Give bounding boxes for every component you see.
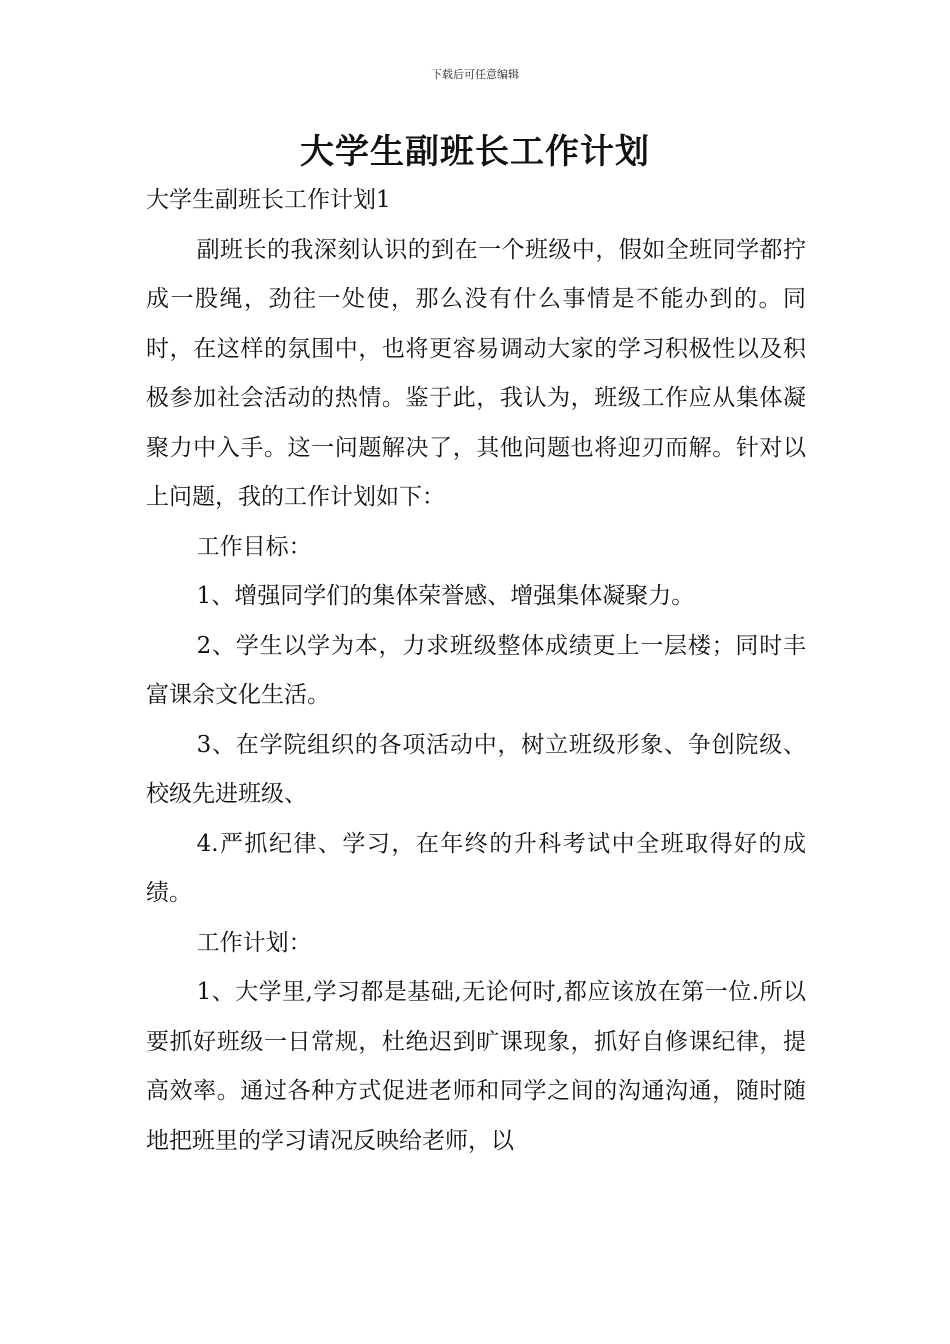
header-note: 下载后可任意编辑 [431, 68, 519, 81]
paragraph-intro: 副班长的我深刻认识的到在一个班级中，假如全班同学都拧成一股绳，劲往一处使，那么没有什么事情是不能办到的。同时，在这样的氛围中，也将更容易调动大家的学习积极性以及积极参加社会活动的热情。鉴于此，我认为，班级工作应从集体凝聚力中入手。这一问题解决了，其他问题也将迎刃而解。针对以上问题，我的工作计划如下： [146, 236, 806, 510]
goal-item-2: 2、学生以学为本，力求班级整体成绩更上一层楼；同时丰富课余文化生活。 [146, 632, 806, 708]
heading-work-plan: 工作计划： [196, 929, 312, 956]
plan-item-1: 1、大学里,学习都是基础,无论何时,都应该放在第一位.所以要抓好班级一日常规，杜绝迟到旷课现象，抓好自修课纪律，提高效率。通过各种方式促进老师和同学之间的沟通沟通，随时随地把班里的学习请况反映给老师，以 [146, 979, 806, 1154]
heading-work-goals: 工作目标： [196, 533, 312, 560]
document-title: 大学生副班长工作计划 [300, 132, 650, 172]
goal-item-4: 4.严抓纪律、学习，在年终的升科考试中全班取得好的成绩。 [146, 830, 806, 906]
document-body [146, 176, 806, 1166]
goal-item-1: 1、增强同学们的集体荣誉感、增强集体凝聚力。 [196, 583, 695, 609]
goal-item-3: 3、在学院组织的各项活动中，树立班级形象、争创院级、校级先进班级、 [146, 731, 806, 807]
section-subtitle: 大学生副班长工作计划1 [146, 187, 391, 213]
